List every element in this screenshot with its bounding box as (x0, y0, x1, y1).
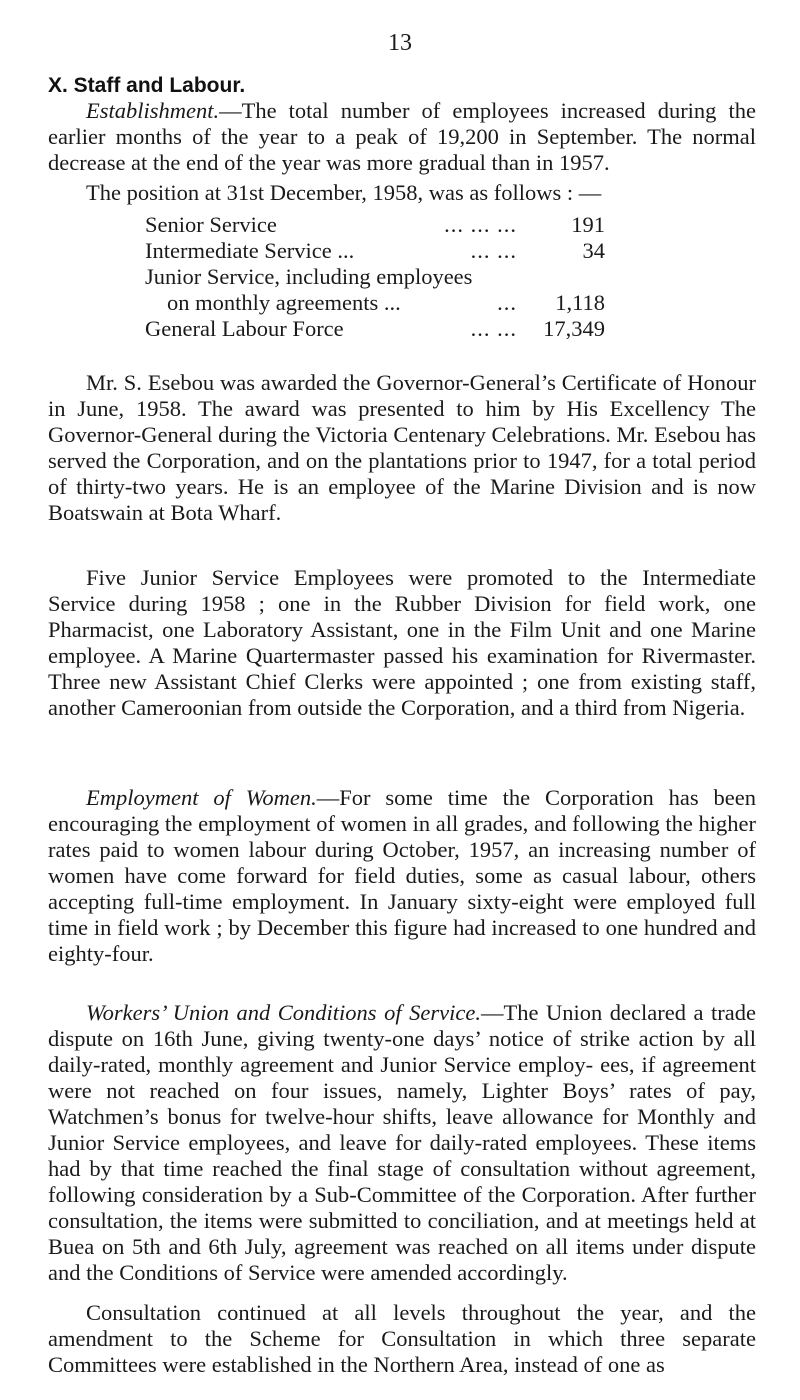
table-leader: ... (497, 290, 517, 315)
table-value: 1,118 (555, 290, 605, 315)
table-label: General Labour Force (145, 316, 344, 341)
table-row (145, 238, 605, 264)
establishment-subheading: Establishment. (86, 98, 220, 123)
esebou-paragraph: Mr. S. Esebou was awarded the Governor-General’s Certificate of Honour in June, 1958. The award was presented to him by His Excellency The Governor-General during the Victoria Centenary Celebrations. Mr. Esebou has served the Corporation, and on the plantations prior to 1947, for a total period of thirty-two years. He is an employee of the Marine Division and is now Boatswain at Bota Wharf. (48, 370, 756, 525)
table-leader: ... ... (470, 316, 517, 341)
table-value: 191 (571, 212, 605, 237)
establishment-text: —The total number of employees increased during the earlier months of the year to a peak of 19,200 in September. The normal decrease at the end of the year was more gradual than in 1957. (48, 98, 756, 175)
table-leader: ... ... ... (444, 212, 517, 237)
women-subheading: Employment of Women. (86, 785, 317, 810)
union-paragraph (48, 1000, 756, 1286)
table-value: 17,349 (543, 316, 605, 341)
table-row (145, 316, 605, 342)
consultation-paragraph: Consultation continued at all levels throughout the year, and the amendment to the Scheme for Consultation in which three separate Committees were established in the Northern Area, instead of one as (48, 1300, 756, 1377)
page-number: 13 (388, 30, 412, 56)
table-row (145, 264, 605, 290)
union-text: —The Union declared a trade dispute on 16th June, giving twenty-one days’ notice of strike action by all daily-rated, monthly agreement and Junior Service employ- ees, if agreement were not reached on four issues, namely, Lighter Boys’ rates of pay, Watchmen’s bonus for twelve-hour shifts, leave allowance for Monthly and Junior Service employees, and leave for daily-rated employees. These items had by that time reached the final stage of consultation without agreement, following consideration by a Sub-Committee of the Corporation. After further consultation, the items were submitted to conciliation, and at meetings held at Buea on 5th and 6th July, agreement was reached on all items under dispute and the Conditions of Service were amended accordingly. (48, 1000, 757, 1285)
table-label: Intermediate Service ... (145, 238, 355, 263)
staff-table (145, 212, 605, 342)
table-leader: ... ... (470, 238, 517, 263)
position-intro: The position at 31st December, 1958, was as follows : — (86, 180, 602, 205)
promotions-paragraph: Five Junior Service Employees were promoted to the Intermediate Service during 1958 ; one in the Rubber Division for field work, one Pharmacist, one Laboratory Assistant, one in the Film Unit and one Marine employee. A Marine Quartermaster passed his examination for Rivermaster. Three new Assistant Chief Clerks were appointed ; one from existing staff, another Cameroonian from outside the Corporation, and a third from Nigeria. (48, 565, 756, 720)
table-label: Junior Service, including employees (145, 264, 473, 289)
section-heading: X. Staff and Labour. (48, 74, 246, 97)
table-label: on monthly agreements ... (167, 290, 401, 315)
women-text: —For some time the Corporation has been encouraging the employment of women in all grades, and following the higher rates paid to women labour during October, 1957, an increasing number of women have come forward for field duties, some as casual labour, others accepting full-time employment. In January sixty-eight were employed full time in field work ; by December this figure had increased to one hundred and eighty-four. (48, 785, 756, 966)
table-row (145, 290, 605, 316)
table-label: Senior Service (145, 212, 277, 237)
women-paragraph (48, 785, 756, 967)
union-subheading: Workers’ Union and Conditions of Service. (86, 1000, 481, 1025)
table-row (145, 212, 605, 238)
table-value: 34 (582, 238, 605, 263)
establishment-paragraph (48, 98, 756, 176)
